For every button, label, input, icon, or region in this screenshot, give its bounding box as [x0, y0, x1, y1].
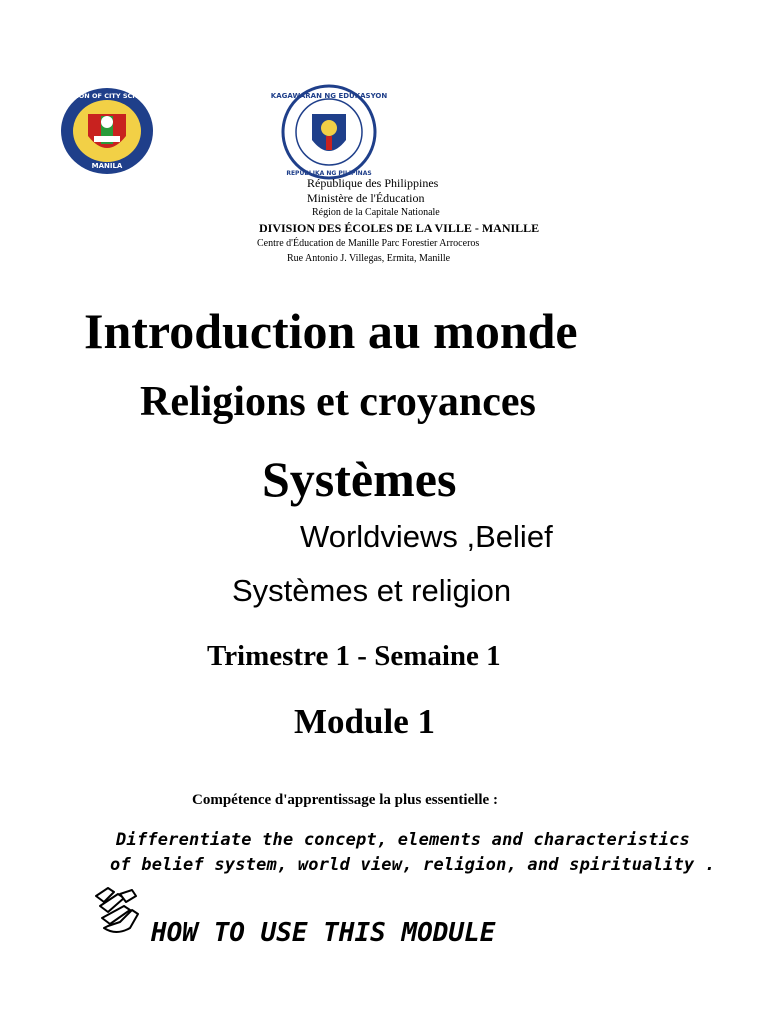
header-division: DIVISION DES ÉCOLES DE LA VILLE - MANILLE [259, 221, 540, 235]
title-main: Introduction au monde [84, 303, 578, 359]
division-of-city-schools-seal [58, 86, 156, 176]
header-address: Rue Antonio J. Villegas, Ermita, Manille [287, 253, 451, 264]
header-ministry: Ministère de l'Éducation [307, 191, 425, 205]
module-number: Module 1 [294, 702, 435, 741]
header-region: Région de la Capitale Nationale [312, 207, 440, 218]
pointing-hand-icon [90, 884, 146, 942]
svg-text:DIVISION OF CITY SCHOOLS: DIVISION OF CITY SCHOOLS [56, 92, 158, 100]
competency-text-line2: of belief system, world view, religion, and spirituality . [110, 855, 716, 875]
subtitle-worldviews: Worldviews ,Belief [300, 519, 553, 554]
svg-text:MANILA: MANILA [91, 162, 123, 170]
deped-seal [270, 84, 388, 180]
competency-text-line1: Differentiate the concept, elements and characteristics [116, 830, 690, 850]
svg-text:KAGAWARAN NG EDUKASYON: KAGAWARAN NG EDUKASYON [270, 92, 388, 100]
competency-label: Compétence d'apprentissage la plus essentielle : [192, 792, 498, 808]
svg-text:REPUBLIKA NG PILIPINAS: REPUBLIKA NG PILIPINAS [286, 170, 372, 177]
title-line3: Systèmes [262, 451, 457, 507]
title-line2: Religions et croyances [140, 379, 536, 425]
quarter-week: Trimestre 1 - Semaine 1 [207, 640, 501, 672]
subtitle-systems: Systèmes et religion [232, 573, 512, 608]
how-to-use-heading: HOW TO USE THIS MODULE [151, 918, 496, 948]
header-republic: République des Philippines [307, 176, 439, 190]
header-center: Centre d'Éducation de Manille Parc Forestier Arroceros [257, 238, 480, 249]
